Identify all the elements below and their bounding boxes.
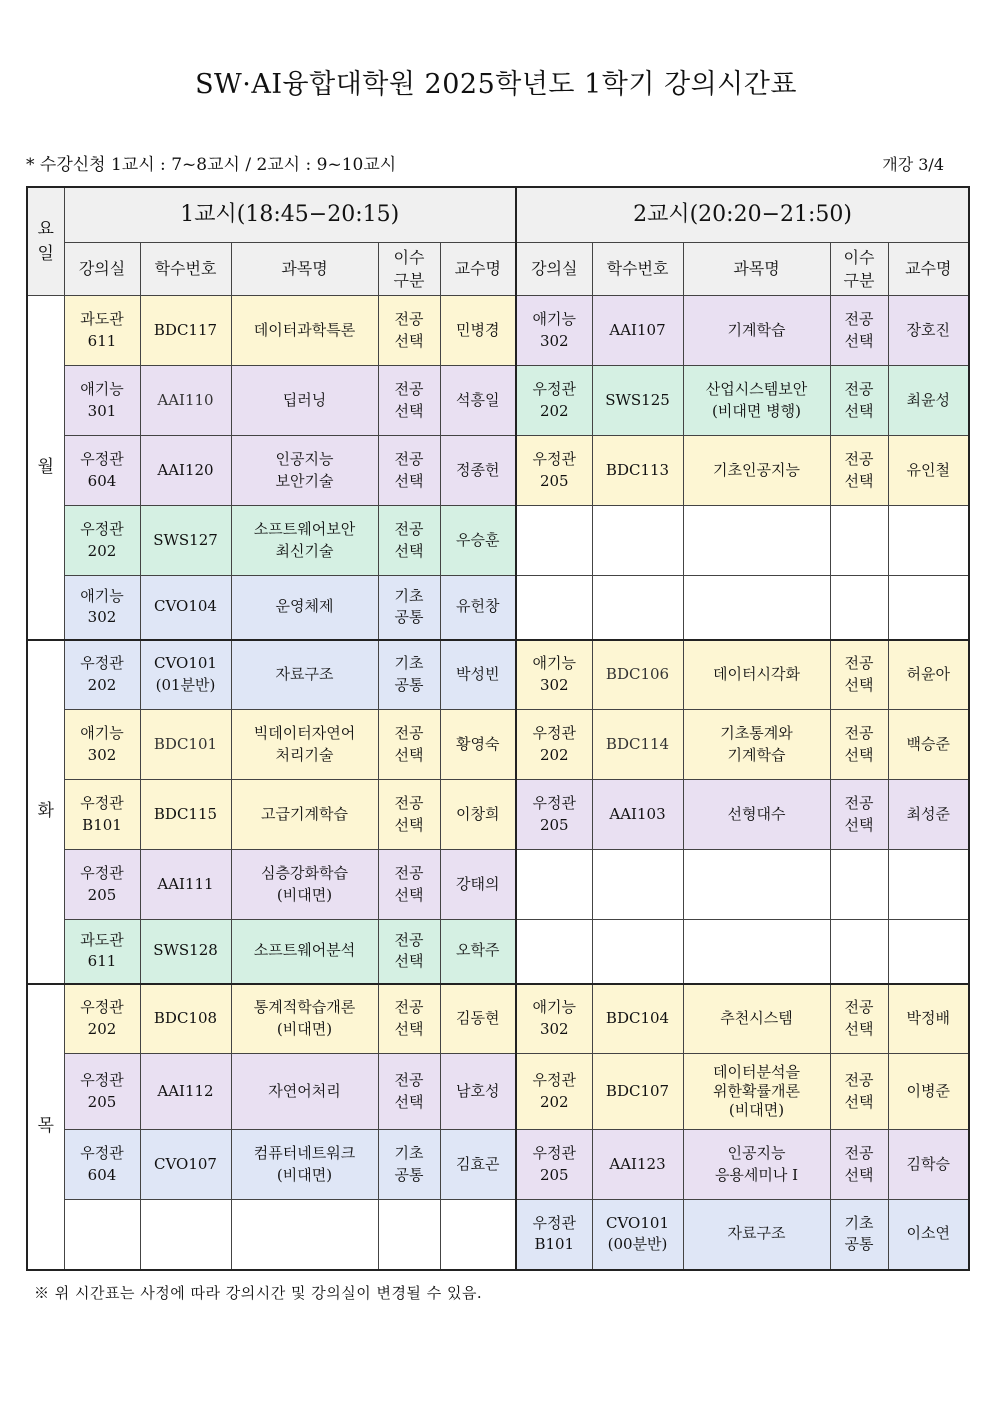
room-cell: 애기능 302 <box>64 710 140 780</box>
professor-cell: 강태의 <box>440 850 516 920</box>
course-type-cell: 전공 선택 <box>378 984 440 1054</box>
day-cell: 월 <box>27 296 64 640</box>
room-cell: 우정관 205 <box>64 1054 140 1130</box>
professor-cell: 유인철 <box>888 436 969 506</box>
table-row <box>27 296 969 366</box>
table-row <box>27 984 969 1054</box>
course-name-cell: 컴퓨터네트워크 (비대면) <box>231 1130 378 1200</box>
professor-cell: 김효곤 <box>440 1130 516 1200</box>
room-cell: 우정관 B101 <box>64 780 140 850</box>
course-code-cell: BDC114 <box>592 710 683 780</box>
course-type-cell: 전공 선택 <box>378 296 440 366</box>
col-name: 과목명 <box>683 243 830 296</box>
course-code-cell: AAI112 <box>140 1054 231 1130</box>
course-code-cell: AAI111 <box>140 850 231 920</box>
empty-cell <box>378 1200 440 1270</box>
room-cell: 우정관 B101 <box>516 1200 592 1270</box>
col-code: 학수번호 <box>592 243 683 296</box>
room-cell: 우정관 205 <box>516 780 592 850</box>
table-row <box>27 366 969 436</box>
professor-cell: 백승준 <box>888 710 969 780</box>
empty-cell <box>592 920 683 984</box>
course-type-cell: 전공 선택 <box>830 1054 888 1130</box>
course-code-cell: CVO101 (01분반) <box>140 640 231 710</box>
room-cell: 애기능 302 <box>516 984 592 1054</box>
room-cell: 우정관 205 <box>516 436 592 506</box>
professor-cell: 정종헌 <box>440 436 516 506</box>
empty-cell <box>592 850 683 920</box>
course-code-cell: BDC113 <box>592 436 683 506</box>
course-code-cell: SWS128 <box>140 920 231 984</box>
course-code-cell: BDC106 <box>592 640 683 710</box>
course-name-cell: 기초인공지능 <box>683 436 830 506</box>
professor-cell: 남호성 <box>440 1054 516 1130</box>
course-type-cell: 전공 선택 <box>830 710 888 780</box>
professor-cell: 이창희 <box>440 780 516 850</box>
room-cell: 애기능 302 <box>64 576 140 640</box>
course-type-cell: 전공 선택 <box>830 296 888 366</box>
table-row <box>27 1054 969 1130</box>
empty-cell <box>683 506 830 576</box>
course-code-cell: CVO104 <box>140 576 231 640</box>
course-code-cell: AAI120 <box>140 436 231 506</box>
room-cell: 우정관 604 <box>64 1130 140 1200</box>
course-type-cell: 전공 선택 <box>830 984 888 1054</box>
course-type-cell: 전공 선택 <box>378 850 440 920</box>
room-cell: 우정관 202 <box>64 506 140 576</box>
table-row <box>27 710 969 780</box>
empty-cell <box>888 920 969 984</box>
timetable <box>26 186 970 1271</box>
course-type-cell: 전공 선택 <box>378 366 440 436</box>
period2-header: 2교시(20:20−21:50) <box>516 187 969 243</box>
table-row <box>27 506 969 576</box>
course-type-cell: 기초 공통 <box>830 1200 888 1270</box>
table-row <box>27 576 969 640</box>
day-cell: 목 <box>27 984 64 1270</box>
course-type-cell: 전공 선택 <box>378 506 440 576</box>
course-code-cell: BDC104 <box>592 984 683 1054</box>
empty-cell <box>888 850 969 920</box>
course-type-cell: 전공 선택 <box>830 640 888 710</box>
room-cell: 애기능 302 <box>516 640 592 710</box>
room-cell: 애기능 301 <box>64 366 140 436</box>
course-name-cell: 심층강화학습 (비대면) <box>231 850 378 920</box>
room-cell: 우정관 202 <box>64 984 140 1054</box>
course-code-cell: CVO101 (00분반) <box>592 1200 683 1270</box>
table-row <box>27 640 969 710</box>
course-type-cell: 전공 선택 <box>378 920 440 984</box>
room-cell: 우정관 202 <box>516 1054 592 1130</box>
opening-date: 개강 3/4 <box>882 155 944 174</box>
course-name-cell: 추천시스템 <box>683 984 830 1054</box>
day-cell: 화 <box>27 640 64 984</box>
col-room: 강의실 <box>64 243 140 296</box>
professor-cell: 김동현 <box>440 984 516 1054</box>
course-type-cell: 전공 선택 <box>830 366 888 436</box>
empty-cell <box>888 576 969 640</box>
empty-cell <box>830 850 888 920</box>
professor-cell: 이병준 <box>888 1054 969 1130</box>
col-code: 학수번호 <box>140 243 231 296</box>
course-code-cell: AAI123 <box>592 1130 683 1200</box>
course-type-cell: 전공 선택 <box>378 436 440 506</box>
empty-cell <box>516 850 592 920</box>
empty-cell <box>888 506 969 576</box>
table-row <box>27 1200 969 1270</box>
course-type-cell: 기초 공통 <box>378 576 440 640</box>
empty-cell <box>592 506 683 576</box>
course-name-cell: 자료구조 <box>683 1200 830 1270</box>
professor-cell: 이소연 <box>888 1200 969 1270</box>
professor-cell: 우승훈 <box>440 506 516 576</box>
col-type: 이수 구분 <box>378 243 440 296</box>
course-name-cell: 데이터시각화 <box>683 640 830 710</box>
professor-cell: 민병경 <box>440 296 516 366</box>
course-name-cell: 딥러닝 <box>231 366 378 436</box>
course-code-cell: BDC108 <box>140 984 231 1054</box>
empty-cell <box>683 576 830 640</box>
empty-cell <box>516 920 592 984</box>
course-name-cell: 데이터과학특론 <box>231 296 378 366</box>
course-type-cell: 기초 공통 <box>378 640 440 710</box>
professor-cell: 박성빈 <box>440 640 516 710</box>
period1-header: 1교시(18:45−20:15) <box>64 187 516 243</box>
course-name-cell: 기계학습 <box>683 296 830 366</box>
empty-cell <box>683 850 830 920</box>
course-type-cell: 전공 선택 <box>830 780 888 850</box>
col-type: 이수 구분 <box>830 243 888 296</box>
course-type-cell: 전공 선택 <box>830 1130 888 1200</box>
empty-cell <box>683 920 830 984</box>
room-cell: 우정관 205 <box>516 1130 592 1200</box>
course-name-cell: 통계적학습개론 (비대면) <box>231 984 378 1054</box>
room-cell: 애기능 302 <box>516 296 592 366</box>
course-name-cell: 산업시스템보안 (비대면 병행) <box>683 366 830 436</box>
professor-cell: 오학주 <box>440 920 516 984</box>
professor-cell: 최윤성 <box>888 366 969 436</box>
professor-cell: 장호진 <box>888 296 969 366</box>
room-cell: 과도관 611 <box>64 296 140 366</box>
empty-cell <box>440 1200 516 1270</box>
day-header: 요 일 <box>27 187 64 296</box>
professor-cell: 석흥일 <box>440 366 516 436</box>
course-type-cell: 전공 선택 <box>378 780 440 850</box>
col-prof: 교수명 <box>888 243 969 296</box>
course-name-cell: 기초통계와 기계학습 <box>683 710 830 780</box>
course-name-cell: 인공지능 보안기술 <box>231 436 378 506</box>
course-code-cell: BDC115 <box>140 780 231 850</box>
empty-cell <box>592 576 683 640</box>
empty-cell <box>516 506 592 576</box>
room-cell: 우정관 604 <box>64 436 140 506</box>
professor-cell: 김학승 <box>888 1130 969 1200</box>
room-cell: 과도관 611 <box>64 920 140 984</box>
table-row <box>27 780 969 850</box>
course-code-cell: SWS127 <box>140 506 231 576</box>
course-type-cell: 전공 선택 <box>378 710 440 780</box>
footer-note: ※ 위 시간표는 사정에 따라 강의시간 및 강의실이 변경될 수 있음. <box>34 1284 483 1302</box>
col-name: 과목명 <box>231 243 378 296</box>
table-row <box>27 436 969 506</box>
col-room: 강의실 <box>516 243 592 296</box>
course-code-cell: AAI110 <box>140 366 231 436</box>
course-name-cell: 선형대수 <box>683 780 830 850</box>
empty-cell <box>830 920 888 984</box>
room-cell: 우정관 202 <box>516 710 592 780</box>
course-code-cell: AAI107 <box>592 296 683 366</box>
empty-cell <box>140 1200 231 1270</box>
professor-cell: 황영숙 <box>440 710 516 780</box>
course-code-cell: BDC117 <box>140 296 231 366</box>
course-name-cell: 소프트웨어보안 최신기술 <box>231 506 378 576</box>
empty-cell <box>231 1200 378 1270</box>
professor-cell: 박정배 <box>888 984 969 1054</box>
course-name-cell: 자연어처리 <box>231 1054 378 1130</box>
registration-note: * 수강신청 1교시 : 7~8교시 / 2교시 : 9~10교시 <box>26 155 397 175</box>
professor-cell: 최성준 <box>888 780 969 850</box>
course-code-cell: CVO107 <box>140 1130 231 1200</box>
course-code-cell: BDC101 <box>140 710 231 780</box>
table-row <box>27 850 969 920</box>
course-name-cell: 데이터분석을 위한확률개론 (비대면) <box>683 1054 830 1130</box>
room-cell: 우정관 202 <box>516 366 592 436</box>
course-type-cell: 전공 선택 <box>378 1054 440 1130</box>
empty-cell <box>830 506 888 576</box>
course-name-cell: 운영체제 <box>231 576 378 640</box>
table-row <box>27 920 969 984</box>
course-name-cell: 고급기계학습 <box>231 780 378 850</box>
timetable-body <box>27 296 969 1270</box>
professor-cell: 유헌창 <box>440 576 516 640</box>
page-title: SW·AI융합대학원 2025학년도 1학기 강의시간표 <box>195 69 797 100</box>
course-name-cell: 인공지능 응용세미나 I <box>683 1130 830 1200</box>
course-type-cell: 기초 공통 <box>378 1130 440 1200</box>
course-type-cell: 전공 선택 <box>830 436 888 506</box>
room-cell: 우정관 205 <box>64 850 140 920</box>
course-name-cell: 빅데이터자연어 처리기술 <box>231 710 378 780</box>
course-code-cell: SWS125 <box>592 366 683 436</box>
course-name-cell: 소프트웨어분석 <box>231 920 378 984</box>
room-cell: 우정관 202 <box>64 640 140 710</box>
col-prof: 교수명 <box>440 243 516 296</box>
professor-cell: 허윤아 <box>888 640 969 710</box>
empty-cell <box>516 576 592 640</box>
course-code-cell: AAI103 <box>592 780 683 850</box>
table-row <box>27 1130 969 1200</box>
empty-cell <box>64 1200 140 1270</box>
course-code-cell: BDC107 <box>592 1054 683 1130</box>
empty-cell <box>830 576 888 640</box>
course-name-cell: 자료구조 <box>231 640 378 710</box>
